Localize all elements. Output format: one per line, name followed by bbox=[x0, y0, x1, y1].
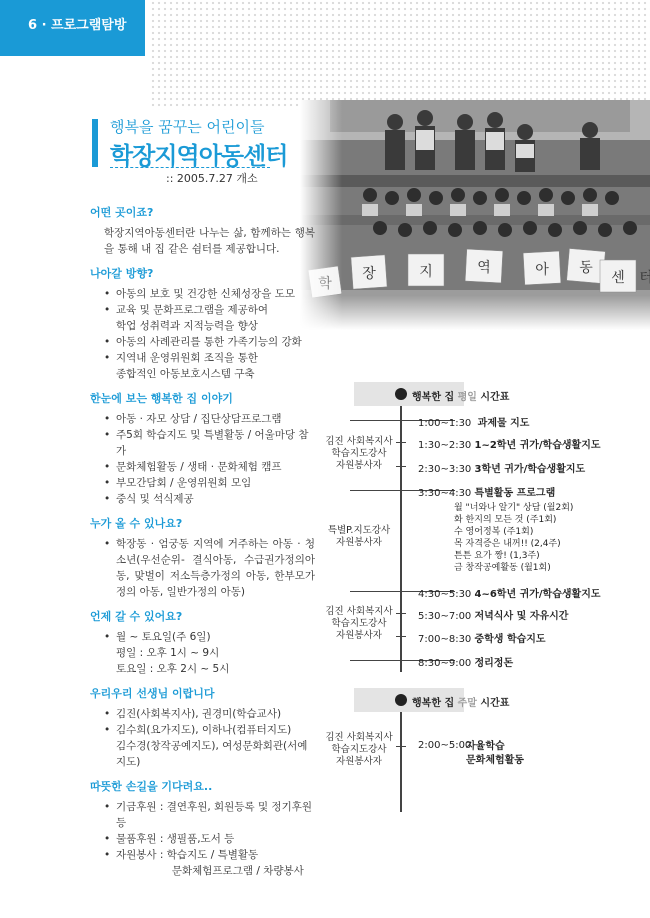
weekday-schedule-title: 행복한 집 평일 시간표 bbox=[412, 392, 510, 403]
list-item: • 김수희(요가지도), 이하나(컴퓨터지도) 김수경(창작공예지도), 여성문화회관(서예지도) bbox=[104, 722, 315, 770]
list-item: • 기금후원 : 결연후원, 회원등록 및 정기후원 등 bbox=[104, 799, 315, 831]
section-heading: 나아갈 방향? bbox=[90, 267, 154, 280]
schedule-slot: 2:00~5:00 bbox=[418, 740, 472, 751]
bullet-list bbox=[90, 706, 315, 770]
list-item: • 문화체험활동 / 생태 · 문화체험 캠프 bbox=[104, 459, 315, 475]
schedule-slot: 4:30~5:30 4~6학년 귀가/학습생활지도 bbox=[418, 589, 601, 600]
opening-date: :: 2005.7.27 개소 bbox=[166, 172, 258, 185]
schedule-timeline bbox=[318, 380, 650, 820]
schedule-slot: 1:30~2:30 1~2학년 귀가/학습생활지도 bbox=[418, 440, 601, 451]
list-item: • 월 ~ 토요일(주 6일) 평일 : 오후 1시 ~ 9시 토요일 : 오후 2시 ~ 5시 bbox=[104, 629, 315, 677]
list-item: • 아동의 보호 및 건강한 신체성장을 도모 bbox=[104, 286, 315, 302]
dotted-background bbox=[150, 0, 650, 110]
special-activity-list: 월 "너와나 알기" 상담 (월2회) 화 한지의 모든 것 (주1회) 수 영어정복 (주1회) 목 자격증은 내꺼!! (2,4주) 튼튼 요가 짱! (1,3주) 금 창작공예활동 (월1회) bbox=[454, 503, 574, 573]
list-item: • 주5회 학습지도 및 특별활동 / 어울마당 참가 bbox=[104, 427, 315, 459]
bullet-list bbox=[90, 536, 315, 600]
section-heading: 어떤 곳이죠? bbox=[90, 206, 154, 219]
timeline-axis bbox=[400, 392, 402, 672]
section-heading: 한눈에 보는 행복한 집 이야기 bbox=[90, 392, 233, 405]
section-heading: 우리우리 선생님 이랍니다 bbox=[90, 687, 215, 700]
list-item: • 중식 및 석식제공 bbox=[104, 491, 315, 507]
timeline-axis bbox=[400, 702, 402, 812]
list-item: • 지역내 운영위원회 조직을 통한 종합적인 아동보호시스템 구축 bbox=[104, 350, 315, 382]
schedule-slot: 7:00~8:30 중학생 학습지도 bbox=[418, 634, 546, 645]
section-heading: 따뜻한 손길을 기다려요.. bbox=[90, 780, 213, 793]
weekend-schedule-title: 행복한 집 주말 시간표 bbox=[412, 698, 510, 709]
bullet-list bbox=[90, 286, 315, 382]
staff-label: 김진 사회복지사 학습지도강사 자원봉사자 bbox=[325, 732, 393, 767]
schedule-slot: 8:30~9:00 정리정돈 bbox=[418, 658, 514, 669]
group-photo bbox=[300, 100, 650, 330]
page-header-tab bbox=[0, 0, 145, 56]
list-item: • 아동 · 자모 상담 / 집단상담프로그램 bbox=[104, 411, 315, 427]
schedule-slot: 3:30~4:30 특별활동 프로그램 bbox=[418, 488, 556, 499]
weekend-activity: 자율학습 문화체험활동 bbox=[466, 741, 524, 766]
section-heading: 언제 갈 수 있어요? bbox=[90, 610, 183, 623]
bullet-list bbox=[90, 411, 315, 507]
staff-label: 특별P.지도강사 자원봉사자 bbox=[327, 525, 391, 548]
schedule-slot: 1:00~1:30 과제물 지도 bbox=[418, 418, 530, 429]
bullet-list bbox=[90, 629, 315, 677]
info-column bbox=[90, 205, 315, 879]
title-divider bbox=[110, 167, 270, 168]
list-item: • 부모간담회 / 운영위원회 모임 bbox=[104, 475, 315, 491]
list-item: • 아동의 사례관리를 통한 가족기능의 강화 bbox=[104, 334, 315, 350]
schedule-slot: 2:30~3:30 3학년 귀가/학습생활지도 bbox=[418, 464, 586, 475]
page-section-label: 6 · 프로그램탐방 bbox=[28, 18, 127, 33]
list-item: • 김진(사회복지사), 권경미(학습교사) bbox=[104, 706, 315, 722]
staff-label: 김진 사회복지사 학습지도강사 자원봉사자 bbox=[325, 606, 393, 641]
timeline-dot bbox=[395, 388, 407, 400]
title-accent-bar bbox=[92, 119, 98, 167]
list-item: • 교육 및 문화프로그램을 제공하여 학업 성취력과 지적능력을 향상 bbox=[104, 302, 315, 334]
section-heading: 누가 올 수 있나요? bbox=[90, 517, 183, 530]
article-subtitle: 행복을 꿈꾸는 어린이들 bbox=[110, 118, 265, 136]
bullet-list bbox=[90, 799, 315, 879]
list-item: • 물품후원 : 생필품,도서 등 bbox=[104, 831, 315, 847]
article-title: 학장지역아동센터 bbox=[110, 142, 288, 170]
timeline-dot bbox=[395, 694, 407, 706]
list-item: • 자원봉사 : 학습지도 / 특별활동 문화체험프로그램 / 차량봉사 bbox=[104, 847, 315, 879]
section-paragraph: 학장지역아동센터란 나누는 삶, 함께하는 행복을 통해 내 집 같은 쉼터를 제공합니다. bbox=[104, 227, 315, 255]
list-item: • 학장동 · 엄궁동 지역에 거주하는 아동 · 청소년(우선순위- 결식아동, 수급권가정의아동, 맞벌이 저소득층가정의 아동, 한부모가정의 아동, 일반가정의 아동) bbox=[104, 536, 315, 600]
staff-label: 김진 사회복지사 학습지도강사 자원봉사자 bbox=[325, 436, 393, 471]
schedule-slot: 5:30~7:00 저녁식사 및 자유시간 bbox=[418, 611, 569, 622]
